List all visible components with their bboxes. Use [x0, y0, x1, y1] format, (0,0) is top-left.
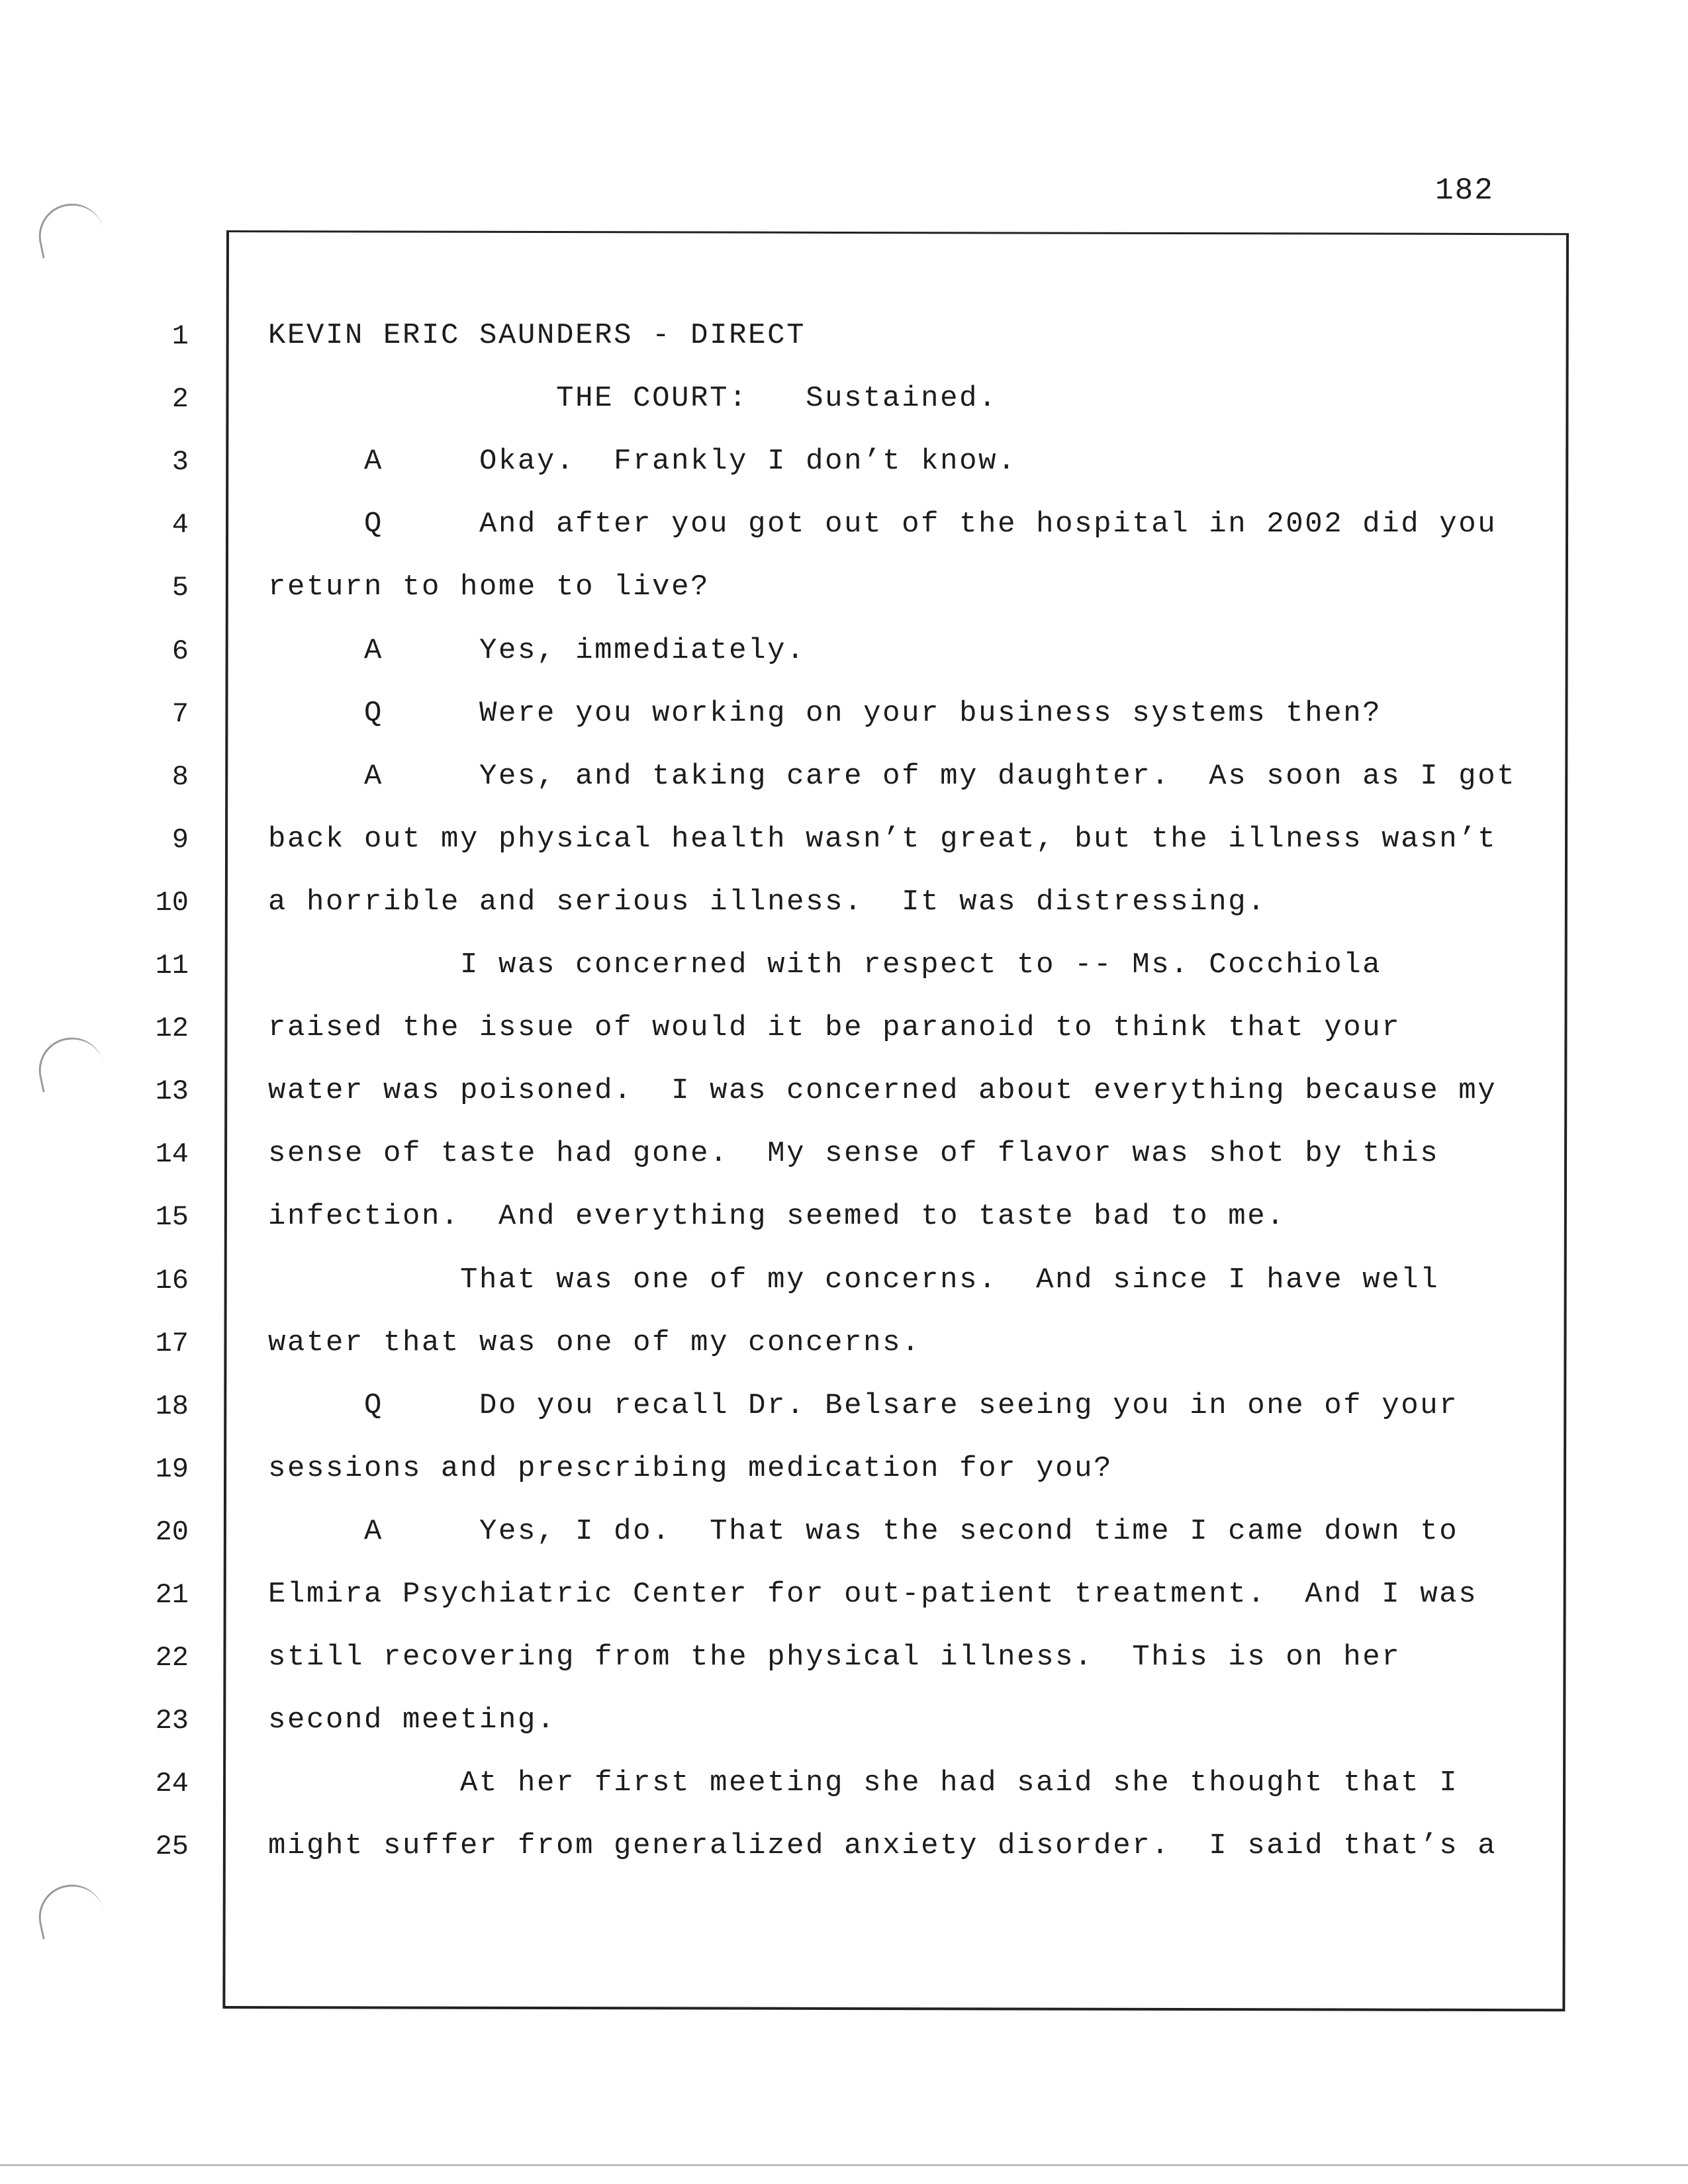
transcript-line: A Yes, I do. That was the second time I came down to [268, 1515, 1459, 1548]
binder-hole-top [32, 198, 107, 259]
line-number: 14 [155, 1138, 189, 1170]
transcript-line: Q And after you got out of the hospital in 2002 did you [268, 508, 1497, 541]
transcript-line: a horrible and serious illness. It was distressing. [268, 886, 1267, 919]
page-edge [0, 2164, 1688, 2166]
line-number: 16 [155, 1265, 189, 1297]
transcript-line: KEVIN ERIC SAUNDERS - DIRECT [268, 319, 806, 352]
line-number: 3 [171, 446, 189, 478]
transcript-line: THE COURT: Sustained. [268, 382, 998, 415]
transcript-line: I was concerned with respect to -- Ms. Cocchiola [268, 948, 1382, 981]
transcript-line: infection. And everything seemed to taste bad to me. [268, 1200, 1286, 1233]
line-number: 20 [155, 1516, 189, 1548]
transcript-line: sense of taste had gone. My sense of flavor was shot by this [268, 1137, 1440, 1170]
line-number: 17 [155, 1328, 189, 1359]
line-number: 4 [171, 509, 189, 541]
binder-hole-bottom [32, 1879, 107, 1940]
transcript-line: water was poisoned. I was concerned about everything because my [268, 1074, 1497, 1107]
line-number: 13 [155, 1075, 189, 1107]
transcript-line: return to home to live? [268, 570, 710, 604]
line-number: 15 [155, 1201, 189, 1233]
line-number: 2 [171, 383, 189, 415]
transcript-line: Elmira Psychiatric Center for out-patient treatment. And I was [268, 1578, 1478, 1611]
transcript-line: back out my physical health wasn’t great, but the illness wasn’t [268, 823, 1497, 856]
line-number: 23 [155, 1705, 189, 1737]
line-number: 19 [155, 1453, 189, 1485]
line-number: 6 [171, 635, 189, 667]
transcript-line: A Okay. Frankly I don’t know. [268, 445, 1017, 478]
line-number: 5 [171, 572, 189, 604]
line-number: 10 [155, 887, 189, 919]
transcript-line: sessions and prescribing medication for you? [268, 1452, 1113, 1485]
line-number: 7 [171, 698, 189, 730]
transcript-line: Q Were you working on your business systems then? [268, 697, 1382, 730]
transcript-line: might suffer from generalized anxiety disorder. I said that’s a [268, 1829, 1497, 1862]
line-number: 11 [155, 950, 189, 981]
line-number: 9 [171, 824, 189, 856]
transcript-line: A Yes, and taking care of my daughter. As soon as I got [268, 760, 1517, 793]
transcript-line: At her first meeting she had said she thought that I [268, 1766, 1459, 1799]
transcript-line: That was one of my concerns. And since I have well [268, 1263, 1440, 1297]
line-number: 25 [155, 1831, 189, 1862]
transcript-line: raised the issue of would it be paranoid to think that your [268, 1011, 1401, 1044]
transcript-line: still recovering from the physical illness. This is on her [268, 1641, 1401, 1674]
transcript-line: A Yes, immediately. [268, 634, 806, 667]
line-number: 24 [155, 1768, 189, 1799]
line-number: 1 [171, 320, 189, 352]
transcript-line: water that was one of my concerns. [268, 1326, 921, 1359]
line-number: 18 [155, 1390, 189, 1422]
transcript-line: Q Do you recall Dr. Belsare seeing you in one of your [268, 1389, 1459, 1422]
binder-hole-middle [32, 1032, 107, 1093]
page-number: 182 [1435, 173, 1494, 208]
transcript-line: second meeting. [268, 1704, 557, 1737]
line-number: 12 [155, 1013, 189, 1044]
transcript-frame [222, 230, 1569, 2011]
line-number: 8 [171, 761, 189, 793]
line-number: 21 [155, 1579, 189, 1611]
line-number: 22 [155, 1642, 189, 1674]
